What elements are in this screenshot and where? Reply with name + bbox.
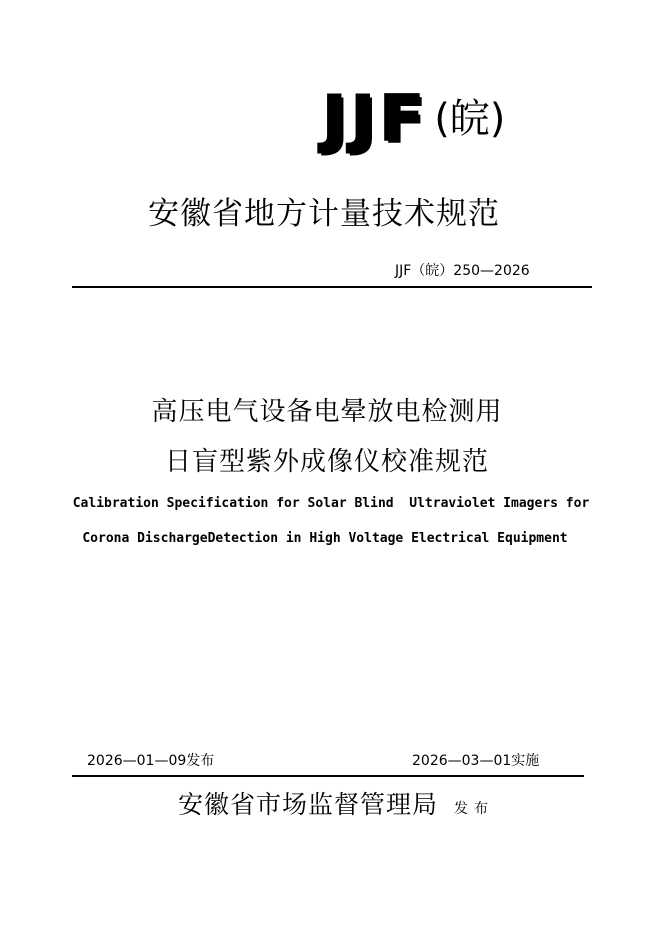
top-divider — [72, 286, 592, 288]
issue-date: 2026—01—09发布 — [87, 753, 215, 769]
jjf-logo-suffix: (皖) — [434, 96, 506, 142]
title-en-line1: Calibration Specification for Solar Blind Ultraviolet Imagers for — [72, 496, 590, 511]
implementation-date: 2026—03—01实施 — [412, 753, 540, 769]
publish-label: 发布 — [454, 801, 495, 817]
bottom-divider — [72, 775, 584, 777]
document-code: JJF（皖）250—2026 — [395, 263, 530, 279]
publisher-row — [178, 785, 494, 821]
jjf-logo — [322, 81, 506, 156]
jjf-logo-mark: JJF — [322, 81, 429, 156]
org-title: 安徽省地方计量技术规范 — [148, 196, 500, 232]
publisher-name: 安徽省市场监督管理局 — [178, 790, 439, 819]
title-en-line2: Corona DischargeDetection in High Voltage Electrical Equipment — [82, 531, 568, 546]
title-cn-line1: 高压电气设备电晕放电检测用 — [151, 397, 503, 427]
title-cn-line2: 日盲型紫外成像仪校准规范 — [164, 447, 489, 477]
